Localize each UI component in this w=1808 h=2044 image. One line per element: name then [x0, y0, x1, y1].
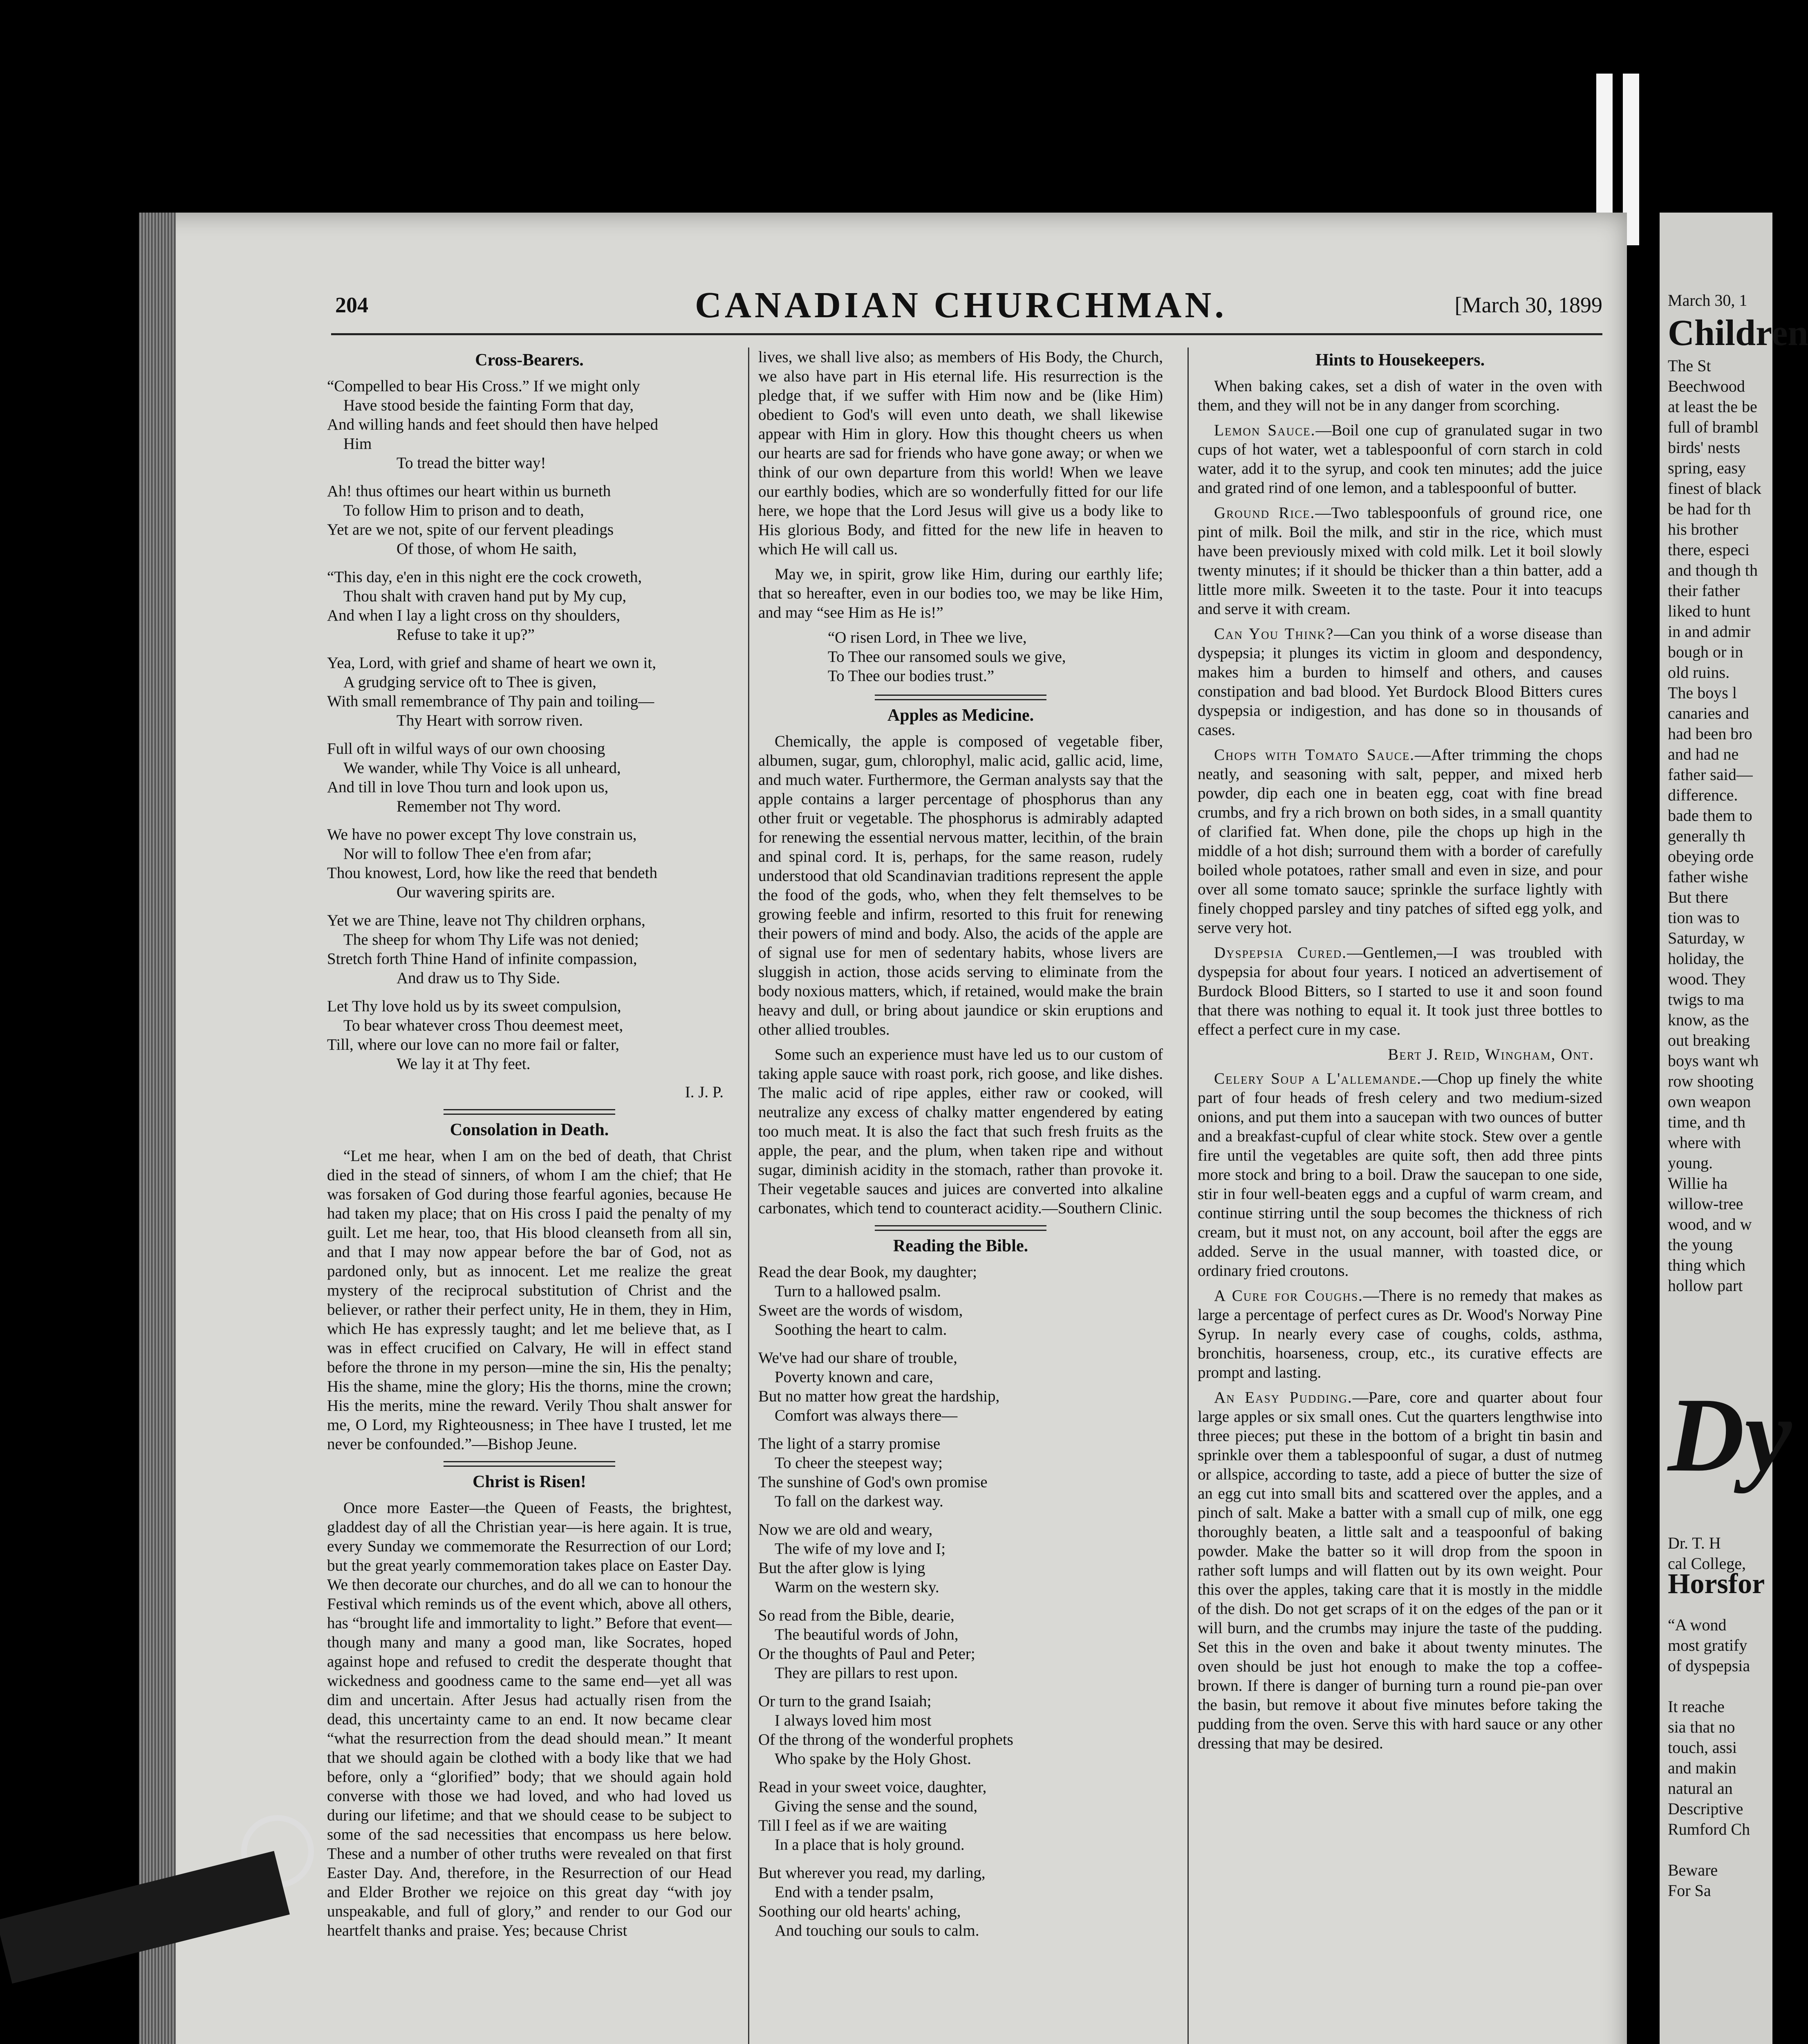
poem-line: But no matter how great the hardship, [758, 1387, 1000, 1405]
adjacent-line: obeying orde [1668, 847, 1754, 865]
poem-line: “Compelled to bear His Cross.” If we might only [327, 377, 640, 395]
poem-line: Soothing the heart to calm. [775, 1321, 947, 1338]
adjacent-line: Horsfor [1668, 1568, 1765, 1600]
column-2 [758, 347, 1163, 1949]
poem-stanza [327, 739, 732, 816]
page-edge-stack [139, 213, 176, 2044]
poem-line: Thy Heart with sorrow riven. [397, 712, 583, 729]
poem-line: Till I feel as if we are waiting [758, 1817, 947, 1834]
adjacent-line: willow-tree [1668, 1195, 1743, 1213]
poem-line: With small remembrance of Thy pain and toiling— [327, 693, 654, 710]
poem-stanza [758, 1692, 1163, 1768]
adjacent-line: natural an [1668, 1779, 1733, 1797]
recipe-text: —Pare, core and quarter about four large apples or six small ones. Cut the quarters lengthwise into three pieces; put these in the bottom of a bright tin basin and sprinkle over them a tablespoonful of sugar, a dust of nutmeg or allspice, according to taste, add a piece of butter the size of an egg cut into small bits and scattered over the apples, and a pinch of salt. Make a batter with a small cup of milk, one egg thoroughly beaten, a little salt and a teaspoonful of baking powder. Make the batter so it will drop from the spoon in rather soft lumps and will flatten out by its own weight. Pour this over the apples, taking care that it is mostly in the middle of the dish. Do not get scraps of it on the edges of the pan or it will burn, and the crumbs may injure the taste of the pudding. Set this in the oven and bake it about twenty minutes. The oven should be just hot enough to make the top a coffee-brown. If there is danger of burning turn a round pie-pan over the basin, but remove it about five minutes before taking the pudding from the oven. Serve this with hard sauce or any other dressing that may be desired. [1198, 1389, 1602, 1752]
adjacent-line: of dyspepsia [1668, 1656, 1750, 1675]
adjacent-line [1668, 1357, 1772, 1378]
poem-line: Of the throng of the wonderful prophets [758, 1731, 1013, 1748]
adjacent-line: sia that no [1668, 1718, 1735, 1736]
poem-line: And when I lay a light cross on thy shoulders, [327, 607, 621, 624]
poem-line: Now we are old and weary, [758, 1521, 933, 1538]
adjacent-line: his brother [1668, 520, 1739, 538]
adjacent-line [1668, 1676, 1772, 1697]
adjacent-line: father wishe [1668, 867, 1748, 886]
poem-line: To follow Him to prison and to death, [343, 502, 584, 519]
adjacent-line: the young [1668, 1235, 1733, 1254]
poem-line: But the after glow is lying [758, 1559, 925, 1577]
adjacent-line: For Sa [1668, 1881, 1711, 1900]
adjacent-line: cal College, [1668, 1554, 1746, 1573]
poem-stanza [758, 1520, 1163, 1597]
adjacent-line [1668, 1296, 1772, 1316]
poem-line: And willing hands and feet should then have helped [327, 416, 659, 433]
poem-line: But wherever you read, my darling, [758, 1864, 986, 1882]
column-3 [1198, 347, 1602, 1759]
column-rule-2 [1187, 347, 1189, 2044]
adjacent-line: full of brambl [1668, 418, 1759, 436]
adjacent-line [1668, 1513, 1772, 1533]
poem-line: To cheer the steepest way; [775, 1454, 943, 1472]
adjacent-line: at least the be [1668, 397, 1757, 416]
signature-text: Bert J. Reid, Wingham, Ont. [1388, 1046, 1594, 1063]
adjacent-line: generally th [1668, 827, 1745, 845]
adjacent-line: father said— [1668, 765, 1753, 784]
adjacent-line: time, and th [1668, 1113, 1745, 1131]
poem-stanza [758, 1863, 1163, 1940]
adjacent-line: “A wond [1668, 1616, 1727, 1634]
poem-stanza [327, 911, 732, 988]
poem-stanza [758, 1777, 1163, 1854]
adjacent-page-fragment [1660, 213, 1808, 2044]
poem-line: The beautiful words of John, [775, 1626, 959, 1643]
poem-line: Who spake by the Holy Ghost. [775, 1750, 971, 1768]
article-separator [444, 1109, 615, 1115]
poem-line: Let Thy love hold us by its sweet compulsion, [327, 997, 621, 1015]
adjacent-line: It reache [1668, 1697, 1725, 1716]
poem-line: Thou shalt with craven hand put by My cup, [343, 587, 627, 605]
article-body-apples-2: Some such an experience must have led us to our custom of taking apple sauce with roast pork, rich goose, and like dishes. The malic acid of ripe apples, either raw or cooked, will neutralize any excess of chalky matter engendered by eating too much meat. It is also the fact that such fresh fruits as the apple, the pear, and the plum, when taken ripe and without sugar, diminish acidity in the stomach, rather than provoke it. Their vegetable sauces and juices are converted into alkaline carbonates, which tend to counteract acidity.—Southern Clinic. [758, 1046, 1163, 1217]
issue-date: [March 30, 1899 [1454, 293, 1602, 317]
recipe-paragraph [1198, 421, 1602, 498]
recipe-heading: Celery Soup a L'allemande. [1214, 1070, 1422, 1087]
adjacent-line: their father [1668, 581, 1740, 600]
recipe-paragraph [1198, 624, 1602, 740]
column-1 [327, 347, 732, 1946]
poem-stanza [327, 567, 732, 644]
adjacent-line: had been bro [1668, 724, 1752, 743]
recipe-paragraph [1198, 1388, 1602, 1753]
poem-line: Till, where our love can no more fail or falter, [327, 1036, 620, 1053]
poem-line: “This day, e'en in this night ere the cock croweth, [327, 568, 642, 586]
poem-line: To bear whatever cross Thou deemest meet, [343, 1017, 623, 1034]
page-header [335, 284, 1602, 329]
poem-stanza [758, 1606, 1163, 1683]
recipe-paragraph [1198, 1069, 1602, 1280]
recipe-text: —Two tablespoonfuls of ground rice, one pint of milk. Boil the milk, and stir in the rice, which must have been previously mixed with cold milk. Let it boil slowly twenty minutes; if it should be thicker than a thin batter, add a little more milk. Sweeten it to the taste. Pour it into teacups and serve it with cream. [1198, 504, 1602, 618]
adjacent-line: canaries and [1668, 704, 1749, 722]
hymn-line: To Thee our ransomed souls we give, [828, 648, 1066, 666]
poem-line: Giving the sense and the sound, [775, 1797, 978, 1815]
poem-cross-bearers [327, 377, 732, 1074]
poem-stanza [327, 377, 732, 473]
hints-intro: When baking cakes, set a dish of water in the oven with them, and they will not be in any danger from scorching. [1198, 377, 1602, 414]
adjacent-line: wood, and w [1668, 1215, 1752, 1233]
poem-signature: I. J. P. [685, 1083, 724, 1101]
section-title-hints: Hints to Housekeepers. [1315, 351, 1485, 370]
poem-stanza [327, 653, 732, 730]
adjacent-line: thing which [1668, 1256, 1745, 1274]
article-continuation: lives, we shall live also; as members of His Body, the Church, we also have part in His eternal life. His resurrection is the pledge that, if we suffer with Him now and be (like Him) obedient to God's will even unto death, we shall likewise appear with Him in glory. How this thought cheers us when our hearts are sad for friends who have gone away; or when we think of our own departure from this world! When we leave our earthly bodies, which are so wonderfully fitted for our life here, we hope that the Lord Jesus will give us a body like to His glorious Body, and fitted for the new life in heaven to which He will call us. [758, 348, 1163, 558]
adjacent-line: in and admir [1668, 622, 1751, 641]
poem-line: Stretch forth Thine Hand of infinite compassion, [327, 950, 637, 968]
poem-line: Nor will to follow Thee e'en from afar; [343, 845, 592, 863]
recipe-text: —Can you think of a worse disease than dyspepsia; it plunges its victim in gloom and despondency, makes him a burden to himself and others, and causes constipation and bad blood. Yet Burdock Blood Bitters cures dyspepsia or indigestion, and has done so in thousands of cases. [1198, 625, 1602, 739]
poem-line: The wife of my love and I; [775, 1540, 946, 1558]
adjacent-line: birds' nests [1668, 438, 1741, 457]
poem-stanza [327, 482, 732, 558]
poem-line: Read the dear Book, my daughter; [758, 1263, 977, 1281]
hymn-line: To Thee our bodies trust.” [828, 667, 995, 685]
adjacent-line: boys want wh [1668, 1051, 1759, 1070]
adjacent-line: But there [1668, 888, 1728, 906]
adjacent-line: Beechwood [1668, 377, 1745, 395]
adjacent-line: liked to hunt [1668, 602, 1751, 620]
recipe-list [1198, 421, 1602, 1753]
adjacent-line: Rumford Ch [1668, 1820, 1750, 1838]
poem-stanza [327, 997, 732, 1074]
adjacent-line: be had for th [1668, 500, 1751, 518]
poem-line: The sheep for whom Thy Life was not denied; [343, 931, 639, 948]
poem-line: Sweet are the words of wisdom, [758, 1302, 963, 1319]
article-title-christ-risen: Christ is Risen! [473, 1472, 586, 1491]
adjacent-line: and had ne [1668, 745, 1739, 763]
poem-line: Yea, Lord, with grief and shame of heart we own it, [327, 654, 656, 672]
article-separator [875, 695, 1046, 700]
recipe-heading: An Easy Pudding. [1214, 1389, 1353, 1406]
recipe-heading: Lemon Sauce. [1214, 421, 1316, 439]
poem-title-reading-bible: Reading the Bible. [893, 1237, 1028, 1255]
poem-title-cross-bearers: Cross-Bearers. [475, 351, 584, 370]
adjacent-line: Dy [1668, 1376, 1792, 1494]
poem-line: Turn to a hallowed psalm. [775, 1282, 941, 1300]
poem-line: Have stood beside the fainting Form that day, [343, 397, 634, 414]
poem-line: Remember not Thy word. [397, 798, 561, 815]
poem-line: To fall on the darkest way. [775, 1493, 943, 1510]
poem-line: Soothing our old hearts' aching, [758, 1903, 961, 1920]
poem-line: The sunshine of God's own promise [758, 1473, 988, 1491]
recipe-text: —Gentlemen,—I was troubled with dyspepsia for about four years. I noticed an advertisement of Burdock Blood Bitters, so I started to use it and soon found that there was nothing to equal it. It took just three bottles to effect a perfect cure in my case. [1198, 944, 1602, 1038]
recipe-heading: Ground Rice. [1214, 504, 1315, 522]
poem-line: Ah! thus oftimes our heart within us burneth [327, 482, 611, 500]
adjacent-line: March 30, 1 [1668, 291, 1748, 309]
article-body-apples-1: Chemically, the apple is composed of vegetable fiber, albumen, sugar, gum, chlorophyl, malic acid, gallic acid, lime, and much water. Furthermore, the German analysts say that the apple contains a larger percentage of phosphorus than any other fruit or vegetable. The phosphorus is admirably adapted for renewing the essential nervous matter, lecithin, of the brain and spinal cord. It is, perhaps, for the same reason, rudely understood that old Scandinavian traditions represent the apple the food of the gods, who, when they felt themselves to be growing feeble and infirm, resorted to this fruit for renewing their powers of mind and body. Also, the acids of the apple are of signal use for men of sedentary habits, whose livers are sluggish in action, those acids serving to eliminate from the body noxious matters, which, if retained, would make the brain heavy and dull, or bring about jaundice or skin eruptions and other allied troubles. [758, 733, 1163, 1038]
adjacent-line: Children [1668, 313, 1808, 353]
adjacent-line: Descriptive [1668, 1800, 1743, 1818]
poem-line: Comfort was always there— [775, 1407, 958, 1424]
header-rule [331, 333, 1602, 335]
adjacent-line: and makin [1668, 1759, 1736, 1777]
poem-line: To tread the bitter way! [397, 454, 546, 472]
adjacent-line: finest of black [1668, 479, 1761, 498]
poem-line: Yet are we not, spite of our fervent pleadings [327, 521, 614, 538]
hymn-quote [758, 628, 1163, 686]
adjacent-line: touch, assi [1668, 1738, 1737, 1757]
adjacent-line: where with [1668, 1133, 1741, 1152]
adjacent-line: young. [1668, 1154, 1713, 1172]
adjacent-line: Beware [1668, 1861, 1718, 1879]
poem-line: Of those, of whom He saith, [397, 540, 577, 558]
adjacent-line: and though th [1668, 561, 1758, 579]
masthead-title: CANADIAN CHURCHMAN. [695, 285, 1227, 325]
poem-line: Our wavering spirits are. [397, 883, 555, 901]
adjacent-line: The St [1668, 356, 1711, 375]
poem-stanza [758, 1348, 1163, 1425]
poem-reading-bible [758, 1262, 1163, 1940]
poem-stanza [758, 1434, 1163, 1511]
adjacent-line: twigs to ma [1668, 990, 1744, 1009]
column-rule-1 [748, 347, 749, 2044]
recipe-text: —There is no remedy that makes as large a percentage of perfect cures as Dr. Wood's Norway Pine Syrup. In nearly every case of coughs, colds, asthma, bronchitis, hoarseness, croup, etc., its curative effects are prompt and lasting. [1198, 1287, 1602, 1381]
adjacent-line: most gratify [1668, 1636, 1748, 1654]
article-title-consolation: Consolation in Death. [450, 1121, 609, 1139]
adjacent-line [1668, 1840, 1772, 1860]
recipe-text: —After trimming the chops neatly, and seasoning with salt, pepper, and mixed herb powder, dip each one in beaten egg, coat with fine bread crumbs, and fry a rich brown on both sides, in a small quantity of clarified fat. When done, pile the chops up high in the middle of a hot dish; surround them with a border of carefully boiled whole potatoes, rather small and even in size, and pour over all some tomato sauce; sprinkle the surface lightly with finely chopped parsley and tiny patches of sifted egg yolk, and serve very hot. [1198, 746, 1602, 937]
adjacent-line: Saturday, w [1668, 929, 1745, 947]
recipe-heading: Can You Think? [1214, 625, 1334, 643]
poem-line: Thou knowest, Lord, how like the reed that bendeth [327, 864, 657, 882]
poem-line: And till in love Thou turn and look upon us, [327, 778, 609, 796]
adjacent-line: holiday, the [1668, 949, 1744, 968]
poem-line: A grudging service oft to Thee is given, [343, 673, 596, 691]
adjacent-line: wood. They [1668, 970, 1746, 988]
recipe-text: —Boil one cup of granulated sugar in two cups of hot water, wet a tablespoonful of corn starch in cold water, add it to the syrup, and cook ten minutes; add the juice and grated rind of one lemon, and a tablespoonful of butter. [1198, 421, 1602, 497]
adjacent-line: row shooting [1668, 1072, 1754, 1090]
adjacent-line: spring, easy [1668, 459, 1746, 477]
poem-line: Read in your sweet voice, daughter, [758, 1778, 987, 1796]
poem-stanza [758, 1262, 1163, 1339]
poem-line: Full oft in wilful ways of our own choosing [327, 740, 605, 758]
adjacent-line: bough or in [1668, 643, 1743, 661]
hymn-line: “O risen Lord, in Thee we live, [828, 629, 1027, 646]
article-title-apples: Apples as Medicine. [887, 706, 1034, 725]
adjacent-line [1668, 1337, 1772, 1357]
poem-line: They are pillars to rest upon. [775, 1664, 958, 1682]
adjacent-line: out breaking [1668, 1031, 1750, 1049]
adjacent-page-text [1660, 213, 1808, 1901]
poem-line: End with a tender psalm, [775, 1883, 934, 1901]
adjacent-line: own weapon [1668, 1092, 1751, 1111]
adjacent-line [1668, 1492, 1772, 1513]
poem-line: Or the thoughts of Paul and Peter; [758, 1645, 975, 1663]
article-body-consolation: “Let me hear, when I am on the bed of death, that Christ died in the stead of sinners, of whom I am the chief; that He was forsaken of God during those fearful agonies, because He had taken my place; that on His cross I paid the penalty of my guilt. Let me hear, too, that His blood cleanseth from all sin, and that I may now appear before the bar of God, not as pardoned only, but as innocent. Let me realize the great mystery of the reciprocal substitution of Christ and the believer, or rather their perfect unity, He in them, they in Him, which He has expressly taught; and let me believe that, as I was in effect crucified on Calvary, He will in effect stand before the throne in my person—mine the sin, His the penalty; His the shame, mine the glory; His the thorns, mine the crown; His the merits, mine the reward. Verily Thou shalt answer for me, O Lord, my Righteousness; in Thee have I trusted, let me never be confounded.”—Bishop Jeune. [327, 1147, 732, 1453]
poem-line: Yet we are Thine, leave not Thy children orphans, [327, 912, 645, 929]
adjacent-line [1668, 1316, 1772, 1337]
recipe-paragraph [1198, 503, 1602, 619]
poem-line: The light of a starry promise [758, 1435, 941, 1452]
poem-line: And touching our souls to calm. [775, 1922, 979, 1939]
poem-line: Him [343, 435, 372, 453]
adjacent-line: know, as the [1668, 1011, 1749, 1029]
adjacent-line: The boys l [1668, 684, 1737, 702]
poem-line: In a place that is holy ground. [775, 1836, 965, 1853]
recipe-paragraph [1198, 1286, 1602, 1382]
adjacent-line: difference. [1668, 786, 1738, 804]
adjacent-line: Dr. T. H [1668, 1534, 1721, 1552]
article-body-christ-risen: Once more Easter—the Queen of Feasts, the brightest, gladdest day of all the Christian year—is here again. It is true, every Sunday we commemorate the Resurrection of our Lord; but the great yearly commemoration takes place on Easter Day. We then decorate our churches, and do all we can to honour the Festival which reminds us of the event which, above all others, has “brought life and immortality to light.” Before that event—though many and many a good man, like Socrates, hoped against hope and refused to credit the desperate thought that wickedness and goodness came to the same end—yet all was dim and uncertain. After Jesus had actually risen from the dead, this uncertainty came to an end. It now became clear “what the resurrection from the dead should mean.” It meant that we should again be clothed with a body like that we had before, only a “glorified” body; that we should again hold converse with those we had loved, and who had loved us during our lifetime; and that we should cease to be subject to some of the sad necessities that encompass us here below. These and a number of other truths were revealed on that first Easter Day. And, therefore, in the Resurrection of our Head and Elder Brother we rejoice on this great day “with joy unspeakable, and full of glory,” and render to our God our heartfelt thanks and praise. Yes; because Christ [327, 1499, 732, 1939]
recipe-heading: Dyspepsia Cured. [1214, 944, 1347, 961]
recipe-heading: Chops with Tomato Sauce. [1214, 746, 1415, 764]
recipe-paragraph [1198, 943, 1602, 1039]
poem-line: Poverty known and care, [775, 1368, 933, 1386]
poem-line: We have no power except Thy love constrain us, [327, 826, 637, 843]
poem-line: Or turn to the grand Isaiah; [758, 1692, 932, 1710]
adjacent-line: tion was to [1668, 908, 1740, 927]
poem-line: I always loved him most [775, 1712, 932, 1729]
article-continuation-2: May we, in spirit, grow like Him, during our earthly life; that so hereafter, even in our bodies too, we may be like Him, and may “see Him as He is!” [758, 565, 1163, 621]
article-separator [444, 1461, 615, 1467]
article-separator [875, 1225, 1046, 1231]
poem-line: So read from the Bible, dearie, [758, 1607, 954, 1624]
adjacent-line: there, especi [1668, 540, 1750, 559]
poem-stanza [327, 825, 732, 902]
adjacent-line: old ruins. [1668, 663, 1730, 681]
recipe-text: —Chop up finely the white part of four heads of fresh celery and two medium-sized onions, and put them into a saucepan with two ounces of butter and a breakfast-cupful of clear white stock. Stew over a gentle fire until the vegetables are quite soft, then add three pints more stock and bring to a boil. Draw the saucepan to one side, stir in four well-beaten eggs and a cupful of warm cream, and continue stirring until the soup becomes the thickness of rich cream, but it must not, on any account, boil after the eggs are added. Serve in the usual manner, with toasted dice, or ordinary fried croutons. [1198, 1070, 1602, 1280]
poem-line: We wander, while Thy Voice is all unheard, [343, 759, 621, 777]
testimonial-signature [1198, 1045, 1594, 1064]
recipe-paragraph [1198, 745, 1602, 937]
poem-line: Warm on the western sky. [775, 1578, 939, 1596]
poem-line: And draw us to Thy Side. [397, 969, 560, 987]
poem-line: We've had our share of trouble, [758, 1349, 957, 1367]
adjacent-line: hollow part [1668, 1276, 1743, 1295]
page-number: 204 [335, 293, 368, 317]
poem-line: We lay it at Thy feet. [397, 1055, 531, 1073]
recipe-heading: A Cure for Coughs. [1214, 1287, 1363, 1304]
poem-line: Refuse to take it up?” [397, 626, 535, 643]
adjacent-line: Willie ha [1668, 1174, 1728, 1192]
adjacent-line: bade them to [1668, 806, 1752, 825]
